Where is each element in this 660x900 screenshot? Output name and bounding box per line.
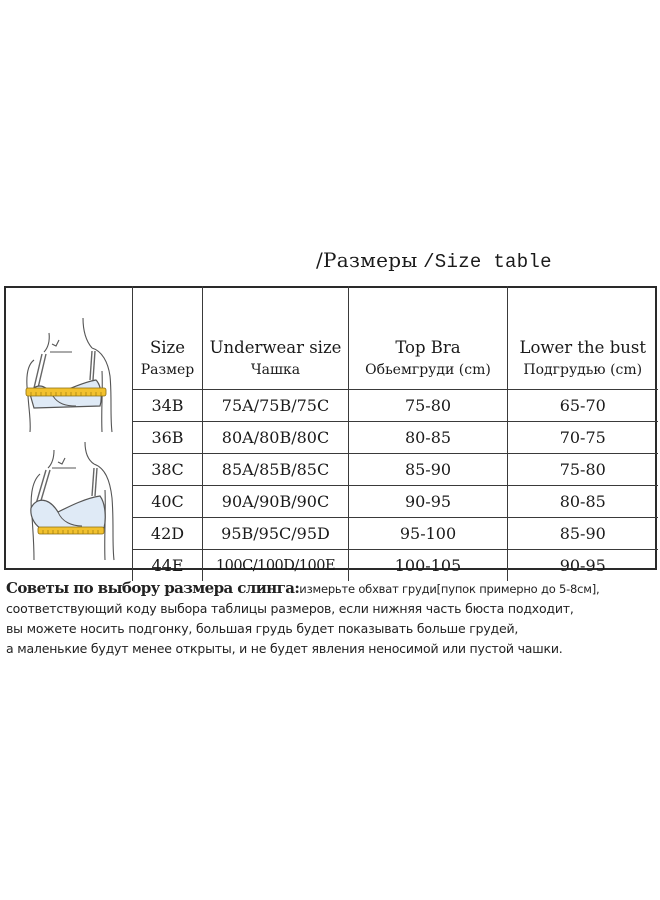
- cell-lower-bust: 90-95: [508, 550, 658, 582]
- cell-underwear: 100C/100D/100E: [203, 550, 349, 582]
- cell-size: 42D: [133, 518, 203, 550]
- tips-line-2: соответствующий коду выбора таблицы размеров, если нижняя часть бюста подходит,: [6, 601, 574, 616]
- cell-lower-bust: 80-85: [508, 486, 658, 518]
- tips-line-1: [6, 578, 656, 599]
- header-underwear-size: Underwear size Чашка: [203, 286, 349, 390]
- cell-lower-bust: 75-80: [508, 454, 658, 486]
- table-row: [133, 486, 658, 518]
- header-lower-bust: Lower the bust Подгрудью (cm): [508, 286, 658, 390]
- table-row: [133, 422, 658, 454]
- cell-lower-bust: 85-90: [508, 518, 658, 550]
- cell-underwear: 85A/85B/85C: [203, 454, 349, 486]
- cell-size: 36B: [133, 422, 203, 454]
- title-russian: /Размеры: [316, 248, 418, 272]
- cell-underwear: 80A/80B/80C: [203, 422, 349, 454]
- illustration-panel: [6, 288, 132, 568]
- cell-size: 38C: [133, 454, 203, 486]
- cell-lower-bust: 65-70: [508, 390, 658, 422]
- cell-underwear: 75A/75B/75C: [203, 390, 349, 422]
- header-top-bra: Top Bra Обьемгруди (cm): [349, 286, 508, 390]
- cell-lower-bust: 70-75: [508, 422, 658, 454]
- cell-size: 40C: [133, 486, 203, 518]
- title-english: /Size table: [423, 251, 552, 273]
- bust-measurement-figure-icon: [6, 296, 132, 436]
- cell-top-bra: 85-90: [349, 454, 508, 486]
- underbust-measurement-figure-icon: [6, 428, 132, 568]
- tips-line-3: вы можете носить подгонку, большая грудь будет показывать больше грудей,: [6, 621, 519, 636]
- table-row: [133, 454, 658, 486]
- cell-underwear: 95B/95C/95D: [203, 518, 349, 550]
- cell-size: 34B: [133, 390, 203, 422]
- cell-top-bra: 75-80: [349, 390, 508, 422]
- size-table: [132, 286, 658, 581]
- cell-underwear: 90A/90B/90C: [203, 486, 349, 518]
- tips-line-4: а маленькие будут менее открыты, и не будет явления неносимой или пустой чашки.: [6, 641, 563, 656]
- table-row: [133, 518, 658, 550]
- header-size: Size Размер: [133, 286, 203, 390]
- sizing-tips: [6, 578, 656, 659]
- cell-top-bra: 95-100: [349, 518, 508, 550]
- cell-top-bra: 80-85: [349, 422, 508, 454]
- size-table-title: [316, 248, 552, 273]
- cell-size: 44E: [133, 550, 203, 582]
- tips-line-1-text: измерьте обхват груди[пупок примерно до 5-8см],: [299, 582, 600, 596]
- size-chart-frame: [4, 286, 657, 575]
- table-header-row: [133, 286, 658, 390]
- tips-heading: Советы по выбору размера слинга:: [6, 579, 300, 597]
- cell-top-bra: 90-95: [349, 486, 508, 518]
- table-row: [133, 550, 658, 582]
- cell-top-bra: 100-105: [349, 550, 508, 582]
- table-row: [133, 390, 658, 422]
